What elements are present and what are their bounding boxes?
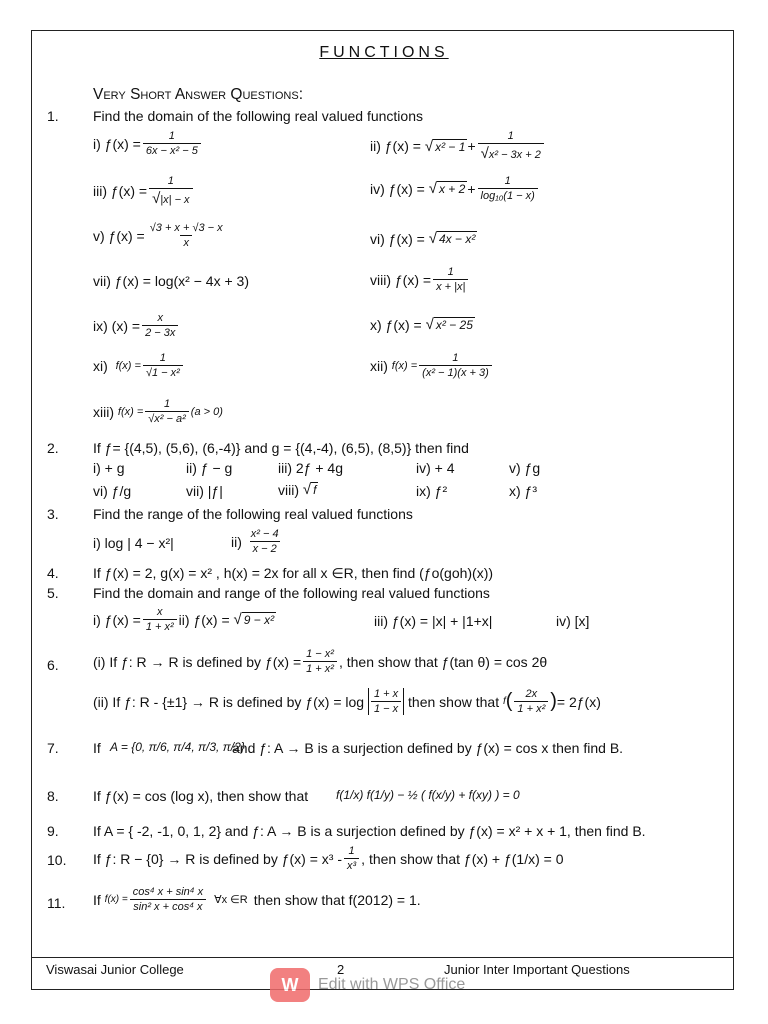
q5-text: Find the domain and range of the following real valued functions xyxy=(93,585,490,601)
q2-part-ix: ix) ƒ² xyxy=(416,483,448,499)
q7-set: A = {0, π/6, π/4, π/3, π/2} xyxy=(110,740,245,754)
q5-number: 5. xyxy=(47,585,59,601)
q1-vii: vii) ƒ(x) = log(x² − 4x + 3) xyxy=(93,273,249,289)
q2-part-vii: vii) |ƒ| xyxy=(186,483,223,499)
q1-number: 1. xyxy=(47,108,59,124)
q5-iii: iii) ƒ(x) = |x| + |1+x| xyxy=(374,613,493,629)
q2-part-vi: vi) ƒ/g xyxy=(93,483,132,499)
q1-iii: iii) ƒ(x) = $\frac{1}{√|x| - x}$ xyxy=(93,175,195,207)
wps-watermark[interactable] xyxy=(270,968,465,1002)
q1-xii: xii) f(x) = $\frac{1}{\text{(x² − 1)(x + 3)}}$ xyxy=(370,352,494,379)
q3-number: 3. xyxy=(47,506,59,522)
q7-if: If xyxy=(93,740,101,756)
q1-iv: iv) ƒ(x) = √ x + 2 + $\frac{1}{\text{log₁₀(1 − x)}}$ xyxy=(370,175,540,202)
q1-v: v) ƒ(x) = $\frac{√3 + x + √3 - x}{x}$ xyxy=(93,222,223,249)
q2-part-viii: viii) √ f xyxy=(278,481,317,498)
q2-part-i: i) + g xyxy=(93,460,125,476)
wps-logo-icon: W xyxy=(270,968,310,1002)
q7-number: 7. xyxy=(47,740,59,756)
q5-iv: iv) [x] xyxy=(556,613,590,629)
q1-xi: xi) f(x) = $\frac{1}{\text{√1 − x²}}$ xyxy=(93,352,185,379)
q2-part-iv: iv) + 4 xyxy=(416,460,455,476)
q8-expression: f(1/x) f(1/y) − ½ ( f(x/y) + f(xy) ) = 0 xyxy=(336,788,520,802)
q1-xiii: xiii) f(x) = $\frac{1}{\text{√x² − a²}}$ (a > 0) xyxy=(93,398,223,425)
q2-text: If ƒ= {(4,5), (5,6), (6,-4)} and g = {(4,-4), (6,5), (8,5)} then find xyxy=(93,440,469,456)
q9-number: 9. xyxy=(47,823,59,839)
footer-college: Viswasai Junior College xyxy=(46,962,184,977)
q9-text: If A = { -2, -1, 0, 1, 2} and ƒ: A → B is a surjection defined by ƒ(x) = x² + x + 1, then find B. xyxy=(93,823,646,839)
q6-part-ii: (ii) If ƒ: R - {±1} → R is defined by ƒ(x) = log $\frac{1 + x}{1 - x}$ then show that f ( $\frac{2x}{\text{1 + x²}}$ ) = 2ƒ(x) xyxy=(93,688,601,715)
q1-ii: ii) ƒ(x) = √ x² − 1 + $\frac{1}{\text{√x² − 3x + 2}}$ xyxy=(370,130,546,162)
q2-part-x: x) ƒ³ xyxy=(509,483,537,499)
q8-number: 8. xyxy=(47,788,59,804)
q11-number: 11. xyxy=(47,895,66,911)
section-heading: Very Short Answer Questions: xyxy=(93,86,303,103)
q10-number: 10. xyxy=(47,852,67,868)
q4-number: 4. xyxy=(47,565,59,581)
q2-part-iii: iii) 2ƒ + 4g xyxy=(278,460,343,476)
q3-ii: ii) $\frac{\text{x² − 4}}{x - 2}$ xyxy=(231,528,279,555)
q3-text: Find the range of the following real valued functions xyxy=(93,506,413,522)
q10-text: If ƒ: R − {0} → R is defined by ƒ(x) = x³ - $\frac{1}{\text{x³}}$ , then show that ƒ(x) + ƒ(1/x) = 0 xyxy=(93,845,564,872)
q2-part-v: v) ƒg xyxy=(509,460,541,476)
page-title: FUNCTIONS xyxy=(319,44,449,61)
q2-part-ii: ii) ƒ − g xyxy=(186,460,233,476)
q7-text: and ƒ: A → B is a surjection defined by ƒ(x) = cos x then find B. xyxy=(232,740,624,756)
q1-ix: ix) (x) = $\frac{x}{2 - 3x}$ xyxy=(93,312,180,339)
q3-i: i) log | 4 − x²| xyxy=(93,535,174,551)
q8-text: If ƒ(x) = cos (log x), then show that xyxy=(93,788,309,804)
footer-title: Junior Inter Important Questions xyxy=(444,962,630,977)
q1-viii: viii) ƒ(x) = $\frac{1}{x + |x|}$ xyxy=(370,266,470,293)
footer-divider xyxy=(31,957,734,958)
q2-number: 2. xyxy=(47,440,59,456)
q5-i: i) ƒ(x) = $\frac{x}{\text{1 + x²}}$ ii) ƒ(x) = √ 9 − x² xyxy=(93,606,275,633)
q6-part-i: (i) If ƒ: R → R is defined by ƒ(x) = $\frac{\text{1 − x²}}{\text{1 + x²}}$ , then show that ƒ(tan θ) = cos 2θ xyxy=(93,648,548,675)
q1-i: i) ƒ(x) = $\frac{1}{\text{6x − x² − 5}}$ xyxy=(93,130,203,157)
footer-page-number: 2 xyxy=(337,962,345,977)
q1-vi: vi) ƒ(x) = √ 4x − x² xyxy=(370,230,476,247)
wps-watermark-text: Edit with WPS Office xyxy=(318,976,466,993)
q11-text: If f(x) = $\frac{\text{cos⁴ x + sin⁴ x}}{\text{sin² x + cos⁴ x}}$ ∀x ∈R then show that f(2012) = 1. xyxy=(93,886,421,913)
q1-text: Find the domain of the following real valued functions xyxy=(93,108,423,124)
q4-text: If ƒ(x) = 2, g(x) = x² , h(x) = 2x for all x ∈R, then find (ƒo(goh)(x)) xyxy=(93,565,494,581)
q6-number: 6. xyxy=(47,657,59,673)
q1-x: x) ƒ(x) = √ x² − 25 xyxy=(370,316,473,333)
